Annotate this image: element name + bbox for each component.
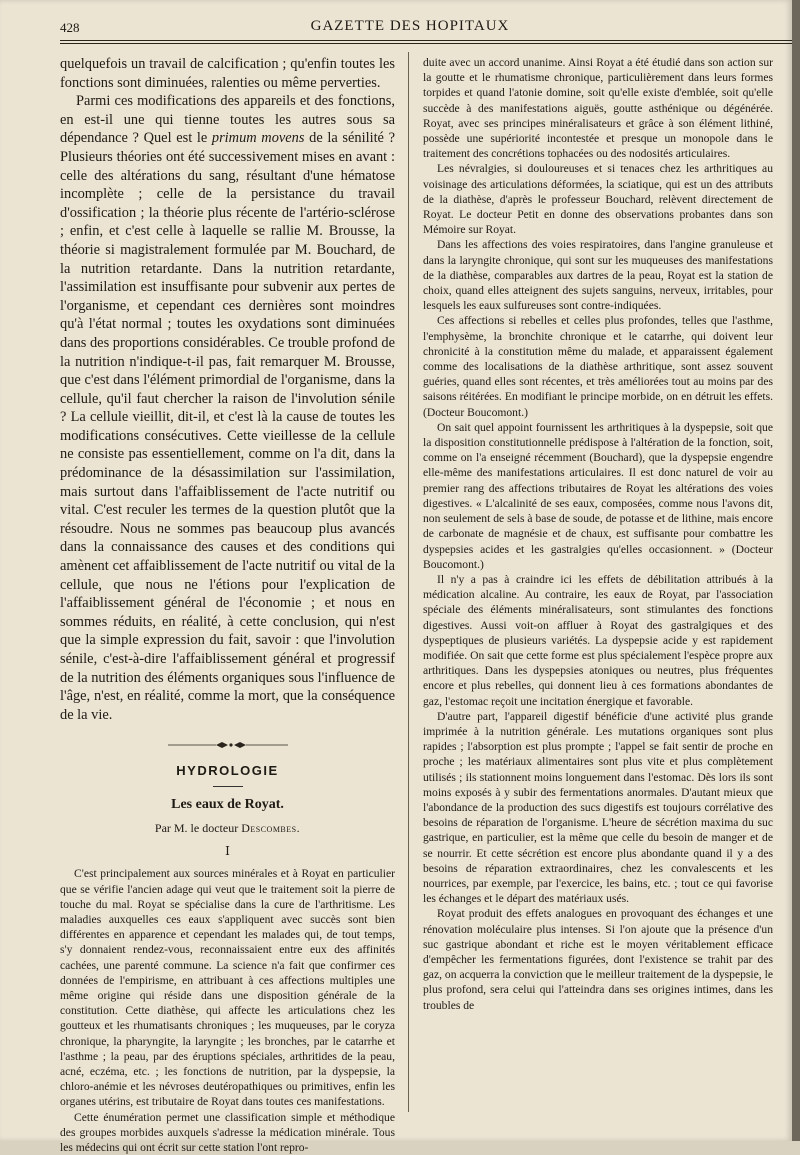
column-separator xyxy=(408,52,409,1112)
paragraph: D'autre part, l'appareil digestif bénéficie d'une activité plus grande imprimée à la nutrition générale. Les mutations organiques sont plus rapides ; l'absorption est plus prompte ; l'appel se fait sentir de proche en proche ; les matériaux alimentaires sont plus vite et plus complètement utilisés ; ils stationnent moins longuement dans l'estomac. Dès lors ils sont moins exposés à y subir des fermentations anormales. D'autant mieux que l'abondance de la production des sucs digestifs est toujours corrélative des besoins de réparation de l'organisme. L'heure de sécrétion maxima du suc gastrique, en particulier, est la même que celle du besoin de manger et de se nourrir. Et cette sécrétion est encore plus abondante quand il y a des besoins de réparation extraordinaires, chez les convalescents et les nourrices, par exemple, par l'exercice, les bains, etc. ; tout ce qui favorise les échanges et le départ des matériaux usés. xyxy=(423,709,773,906)
short-rule xyxy=(213,786,243,787)
right-column xyxy=(423,55,773,1125)
running-header xyxy=(60,14,760,36)
paragraph: Ces affections si rebelles et celles plus profondes, telles que l'asthme, l'emphysème, la bronchite chronique et le catarrhe, qui doivent leur chronicité à la constitution même du malade, et apparaissent également comme des localisations de la diathèse arthritique, sont assez souvent guéries, quand elles sont récentes, et très améliorées tout au moins par des saisons réitérées. En modifiant le principe morbide, on en détruit les effets. (Docteur Boucomont.) xyxy=(423,314,773,419)
italic-term: primum movens xyxy=(211,130,305,147)
page-number: 428 xyxy=(60,20,80,35)
paragraph xyxy=(60,92,395,724)
byline xyxy=(60,821,395,836)
running-title: GAZETTE DES HOPITAUX xyxy=(310,18,510,34)
left-column xyxy=(60,55,395,1155)
article-body-right xyxy=(423,55,773,1013)
paragraph: quelquefois un travail de calcification ; qu'enfin toutes les fonctions sont diminuées, ralenties ou même perverties. xyxy=(60,56,395,91)
paragraph: Il n'y a pas à craindre ici les effets de débilitation attribués à la médication alcaline. Au contraire, les eaux de Royat, par l'association spéciale des éléments minéralisateurs, sont stimulantes des fonctions digestives. Aussi voit-on affluer à Royat des gastralgiques et des dyspeptiques de plusieurs variétés. La dyspepsie acide y est rapidement modifiée. On sait que cette forme est plus spécialement l'espèce propre aux arthritiques. Dans les dyspepsies atoniques ou neutres, plus fréquentes encore et plus rebelles, qui donnent lieu à ces formations abondantes de gaz, l'estomac reçoit une incitation énergique et favorable. xyxy=(423,572,773,708)
author-name: Descombes. xyxy=(241,821,301,836)
ornament-divider xyxy=(60,734,395,753)
byline-prefix: Par M. le docteur xyxy=(154,821,239,836)
paragraph: Royat produit des effets analogues en provoquant des échanges et une rénovation moléculaire plus intenses. Si l'on ajoute que la présence d'un suc gastrique abondant et riche est le moyen véritablement efficace d'empêcher les fermentations figurées, dont l'existence se trahit par des gaz, on acquerra la conviction que le meilleur traitement de la dyspepsie, le plus profond, sera celui qui l'atteindra dans ses origines intimes, dans les troubles de xyxy=(423,907,773,1012)
ornament-icon xyxy=(168,741,288,749)
page-edge xyxy=(792,0,800,1141)
paragraph: duite avec un accord unanime. Ainsi Royat a été étudié dans son action sur la goutte et le rhumatisme chronique, particulièrement dans leurs formes torpides et quand l'atonie domine, soit qu'elle existe d'emblée, soit qu'elle succède à des manifestations aiguës, goutte asthénique ou dégénérée. Royat, avec ses principes minéralisateurs et grâce à son élément lithiné, possède une supériorité incontestée et presque un monopole dans le traitement des concrétions tophacées ou des nodosités articulaires. xyxy=(423,56,773,161)
section-title: HYDROLOGIE xyxy=(176,763,279,779)
paragraph: Les névralgies, si douloureuses et si tenaces chez les arthritiques au voisinage des articulations déformées, la sciatique, qui est un des attributs de la diathèse, d'après le professeur Bouchard, relèvent directement de Royat. Le docteur Petit en donne des observations probantes dans son Mémoire sur Royat. xyxy=(423,162,773,237)
text-run: de la sénilité ? Plusieurs théories ont été successivement mises en avant : celle des altérations du sang, résultant d'une hématose incomplète ; celle de la persistance du travail d'ossification ; la théorie plus récente de l'artério-sclérose ; enfin, et c'est celle à laquelle se rallie M. Brousse, la théorie si magistralement formulée par M. Bouchard, de la nutrition retardante. Dans la nutrition retardante, l'assimilation est insuffisante pour subvenir aux pertes de l'organisme, et cependant ces dernières sont moindres qu'à l'état normal ; toutes les oxydations sont diminuées dans des proportions considérables. Ce trouble profond de la nutrition n'indique-t-il pas, fait remarquer M. Brousse, que c'est dans l'élément primordial de l'organisme, dans la cellule, qu'il faut chercher la raison de l'involution sénile ? La cellule vieillit, dit-il, et c'est là la cause de toutes les modifications consécutives. Cette vieillesse de la cellule ne consiste pas essentiellement, comme on l'a dit, dans la prédominance de la désassimilation sur l'assimilation, mais surtout dans l'affaiblissement de l'acte nutritif ou vital. C'est reculer les termes de la question plutôt que la résoudre. Nous ne sommes pas beaucoup plus avancés dans la connaissance des causes et des conditions qui amènent cet affaiblissement de l'acte nutritif ou vital de la cellule, que nous ne l'étions pour l'explication de l'affaiblissement général de l'économie ; et nous en sommes réduits, en réalité, à cette conclusion, qui n'est que la simple expression du fait, savoir : que l'involution sénile, c'est-à-dire l'affaiblissement général et progressif de la nutrition des éléments organiques sous l'influence de l'âge, n'est, en réalité, comme la mort, que la conséquence de la vie. xyxy=(60,130,395,723)
continued-text xyxy=(60,55,395,724)
paragraph: Dans les affections des voies respiratoires, dans l'angine granuleuse et dans la laryngite chronique, qui sont sur les muqueuses des manifestations de la diathèse, comparables aux dartres de la peau, Royat est la station de choix, quand elles atteignent des sujets sanguins, nerveux, irritables, pour lesquels les eaux sulfureuses sont contre-indiquées. xyxy=(423,238,773,313)
text-run: Parmi ces modifications des appareils et des fonctions, en est-il une qui tienne toutes les autres sous sa dépendance ? Quel est le xyxy=(60,93,395,147)
paragraph: Cette énumération permet une classification simple et méthodique des groupes morbides auxquels s'adresse la médication minérale. Tous les médecins qui ont écrit sur cette station l'ont repro- xyxy=(60,1110,395,1155)
paragraph: C'est principalement aux sources minérales et à Royat en particulier que se vérifie l'ancien adage qui veut que le traitement soit la pierre de touche du mal. Royat se spécialise dans la cure de l'arthritisme. Les maladies auxquelles ces eaux s'appliquent avec succès sont bien différentes en apparence et cependant les malades qui, de tout temps, s'y donnaient rendez-vous, reconnaissaient entre eux des affinités cachées, une parenté commune. La science n'a fait que confirmer ces données de l'empirisme, en attribuant à ces affections multiples une même origine qui réside dans une disposition générale de la constitution. Cette diathèse, qui affecte les articulations chez les goutteux et les rhumatisants chroniques ; les muqueuses, par le coryza chronique, la pharyngite, la laryngite ; les bronches, par le catarrhe et l'asthme ; la peau, par des éruptions spéciales, arthritides de la peau, acné, eczéma, etc. ; les fonctions de nutrition, par la dyspepsie, la chloro-anémie et les névroses deutéropathiques ou primitives, enfin les organes utérins, est tributaire de Royat dans toutes ces manifestations. xyxy=(60,867,395,1109)
article-body-left xyxy=(60,866,395,1155)
paragraph: On sait quel appoint fournissent les arthritiques à la dyspepsie, soit que la disposition constitutionnelle prédispose à l'altération de la fonction, soit, comme on l'a enseigné récemment (Bouchard), que la dyspepsie engendre elle-même des manifestations articulaires. Il est donc naturel de voir au premier rang des affections tributaires de Royat les altérations des voies digestives. « L'alcalinité de ses eaux, composées, comme nous l'avons dit, non seulement de sels à base de soude, de potasse et de lithine, mais encore de carbonate de magnésie et de chaux, est suffisante pour combattre les dyspepsies acides et les gastralgies qu'elles occasionnent. » (Docteur Boucomont.) xyxy=(423,420,773,571)
article-title: Les eaux de Royat. xyxy=(171,797,284,813)
header-rule-thin xyxy=(60,43,800,44)
section-number: I xyxy=(225,844,230,859)
header-rule-thick xyxy=(60,40,800,41)
